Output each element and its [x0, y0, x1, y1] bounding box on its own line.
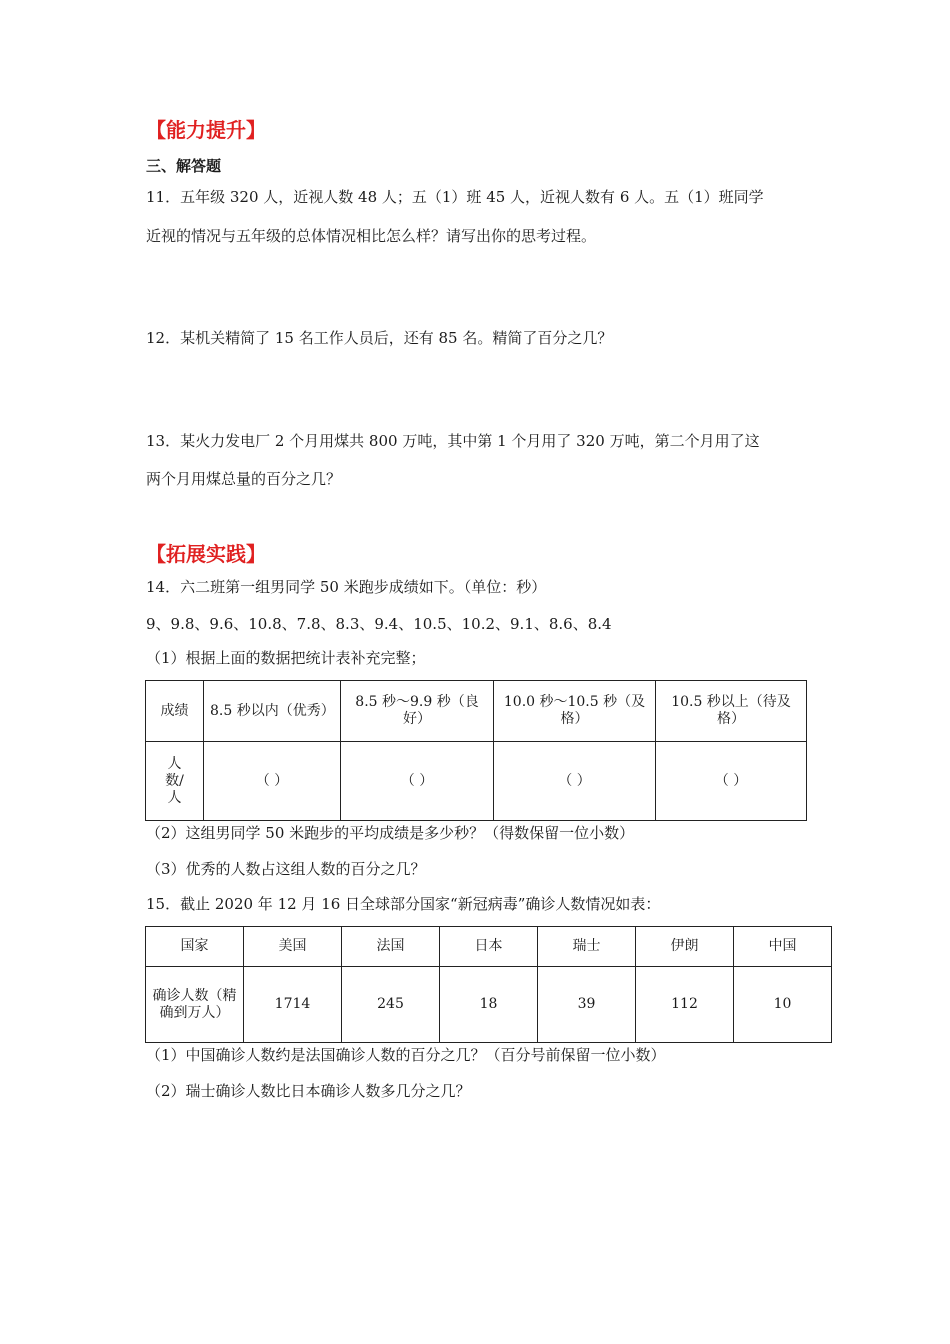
score-table-header-cell: 10.0 秒～10.5 秒（及格）	[494, 681, 656, 742]
score-table-row-label: 人数/人	[146, 742, 204, 821]
question-13-line-1: 13．某火力发电厂 2 个月用煤共 800 万吨，其中第 1 个月用了 320 万吨，第二个月用了这	[146, 432, 760, 450]
cases-table-value-row	[146, 967, 832, 1043]
cases-table-header-cell: 美国	[244, 927, 342, 967]
cases-table-value: 112	[636, 967, 734, 1043]
cases-table-value: 1714	[244, 967, 342, 1043]
question-11-line-1: 11．五年级 320 人，近视人数 48 人；五（1）班 45 人，近视人数有 6 人。五（1）班同学	[146, 188, 764, 206]
question-15-part-1: （1）中国确诊人数约是法国确诊人数的百分之几？（百分号前保留一位小数）	[146, 1046, 666, 1064]
cases-table	[145, 926, 832, 1043]
cases-table-value: 245	[342, 967, 440, 1043]
question-14-part-3: （3）优秀的人数占这组人数的百分之几？	[146, 860, 426, 878]
cases-table-header-cell: 瑞士	[538, 927, 636, 967]
section-title-practice: 【拓展实践】	[146, 542, 266, 566]
answer-blank: （ ）	[204, 742, 341, 821]
score-table-count-row	[146, 742, 807, 821]
score-table-header-cell: 8.5 秒～9.9 秒（良好）	[341, 681, 494, 742]
question-12: 12．某机关精简了 15 名工作人员后，还有 85 名。精简了百分之几？	[146, 329, 613, 347]
question-14-data: 9、9.8、9.6、10.8、7.8、8.3、9.4、10.5、10.2、9.1、8.6、8.4	[146, 615, 612, 633]
cases-table-value: 18	[440, 967, 538, 1043]
question-14-part-1: （1）根据上面的数据把统计表补充完整；	[146, 649, 426, 667]
question-14-stem: 14．六二班第一组男同学 50 米跑步成绩如下。（单位：秒）	[146, 578, 547, 596]
score-table-header-row	[146, 681, 807, 742]
answer-blank: （ ）	[341, 742, 494, 821]
question-14-part-2: （2）这组男同学 50 米跑步的平均成绩是多少秒？（得数保留一位小数）	[146, 824, 635, 842]
score-table-header-cell: 8.5 秒以内（优秀）	[204, 681, 341, 742]
cases-table-header-cell: 伊朗	[636, 927, 734, 967]
score-table-header-cell: 10.5 秒以上（待及格）	[656, 681, 807, 742]
cases-table-header-cell: 日本	[440, 927, 538, 967]
score-table	[145, 680, 807, 821]
answer-blank: （ ）	[656, 742, 807, 821]
cases-table-header-cell: 中国	[734, 927, 832, 967]
cases-table-header-cell: 法国	[342, 927, 440, 967]
question-15-stem: 15．截止 2020 年 12 月 16 日全球部分国家“新冠病毒”确诊人数情况如表：	[146, 895, 661, 913]
cases-table-header-cell: 国家	[146, 927, 244, 967]
score-table-header-cell: 成绩	[146, 681, 204, 742]
cases-table-row-label: 确诊人数（精确到万人）	[146, 967, 244, 1043]
section-subtitle-answers: 三、解答题	[146, 157, 222, 175]
section-title-ability: 【能力提升】	[146, 118, 266, 142]
cases-table-value: 10	[734, 967, 832, 1043]
cases-table-header-row	[146, 927, 832, 967]
answer-blank: （ ）	[494, 742, 656, 821]
cases-table-value: 39	[538, 967, 636, 1043]
question-11-line-2: 近视的情况与五年级的总体情况相比怎么样？请写出你的思考过程。	[146, 227, 597, 245]
question-13-line-2: 两个月用煤总量的百分之几？	[146, 470, 342, 488]
question-15-part-2: （2）瑞士确诊人数比日本确诊人数多几分之几？	[146, 1082, 471, 1100]
